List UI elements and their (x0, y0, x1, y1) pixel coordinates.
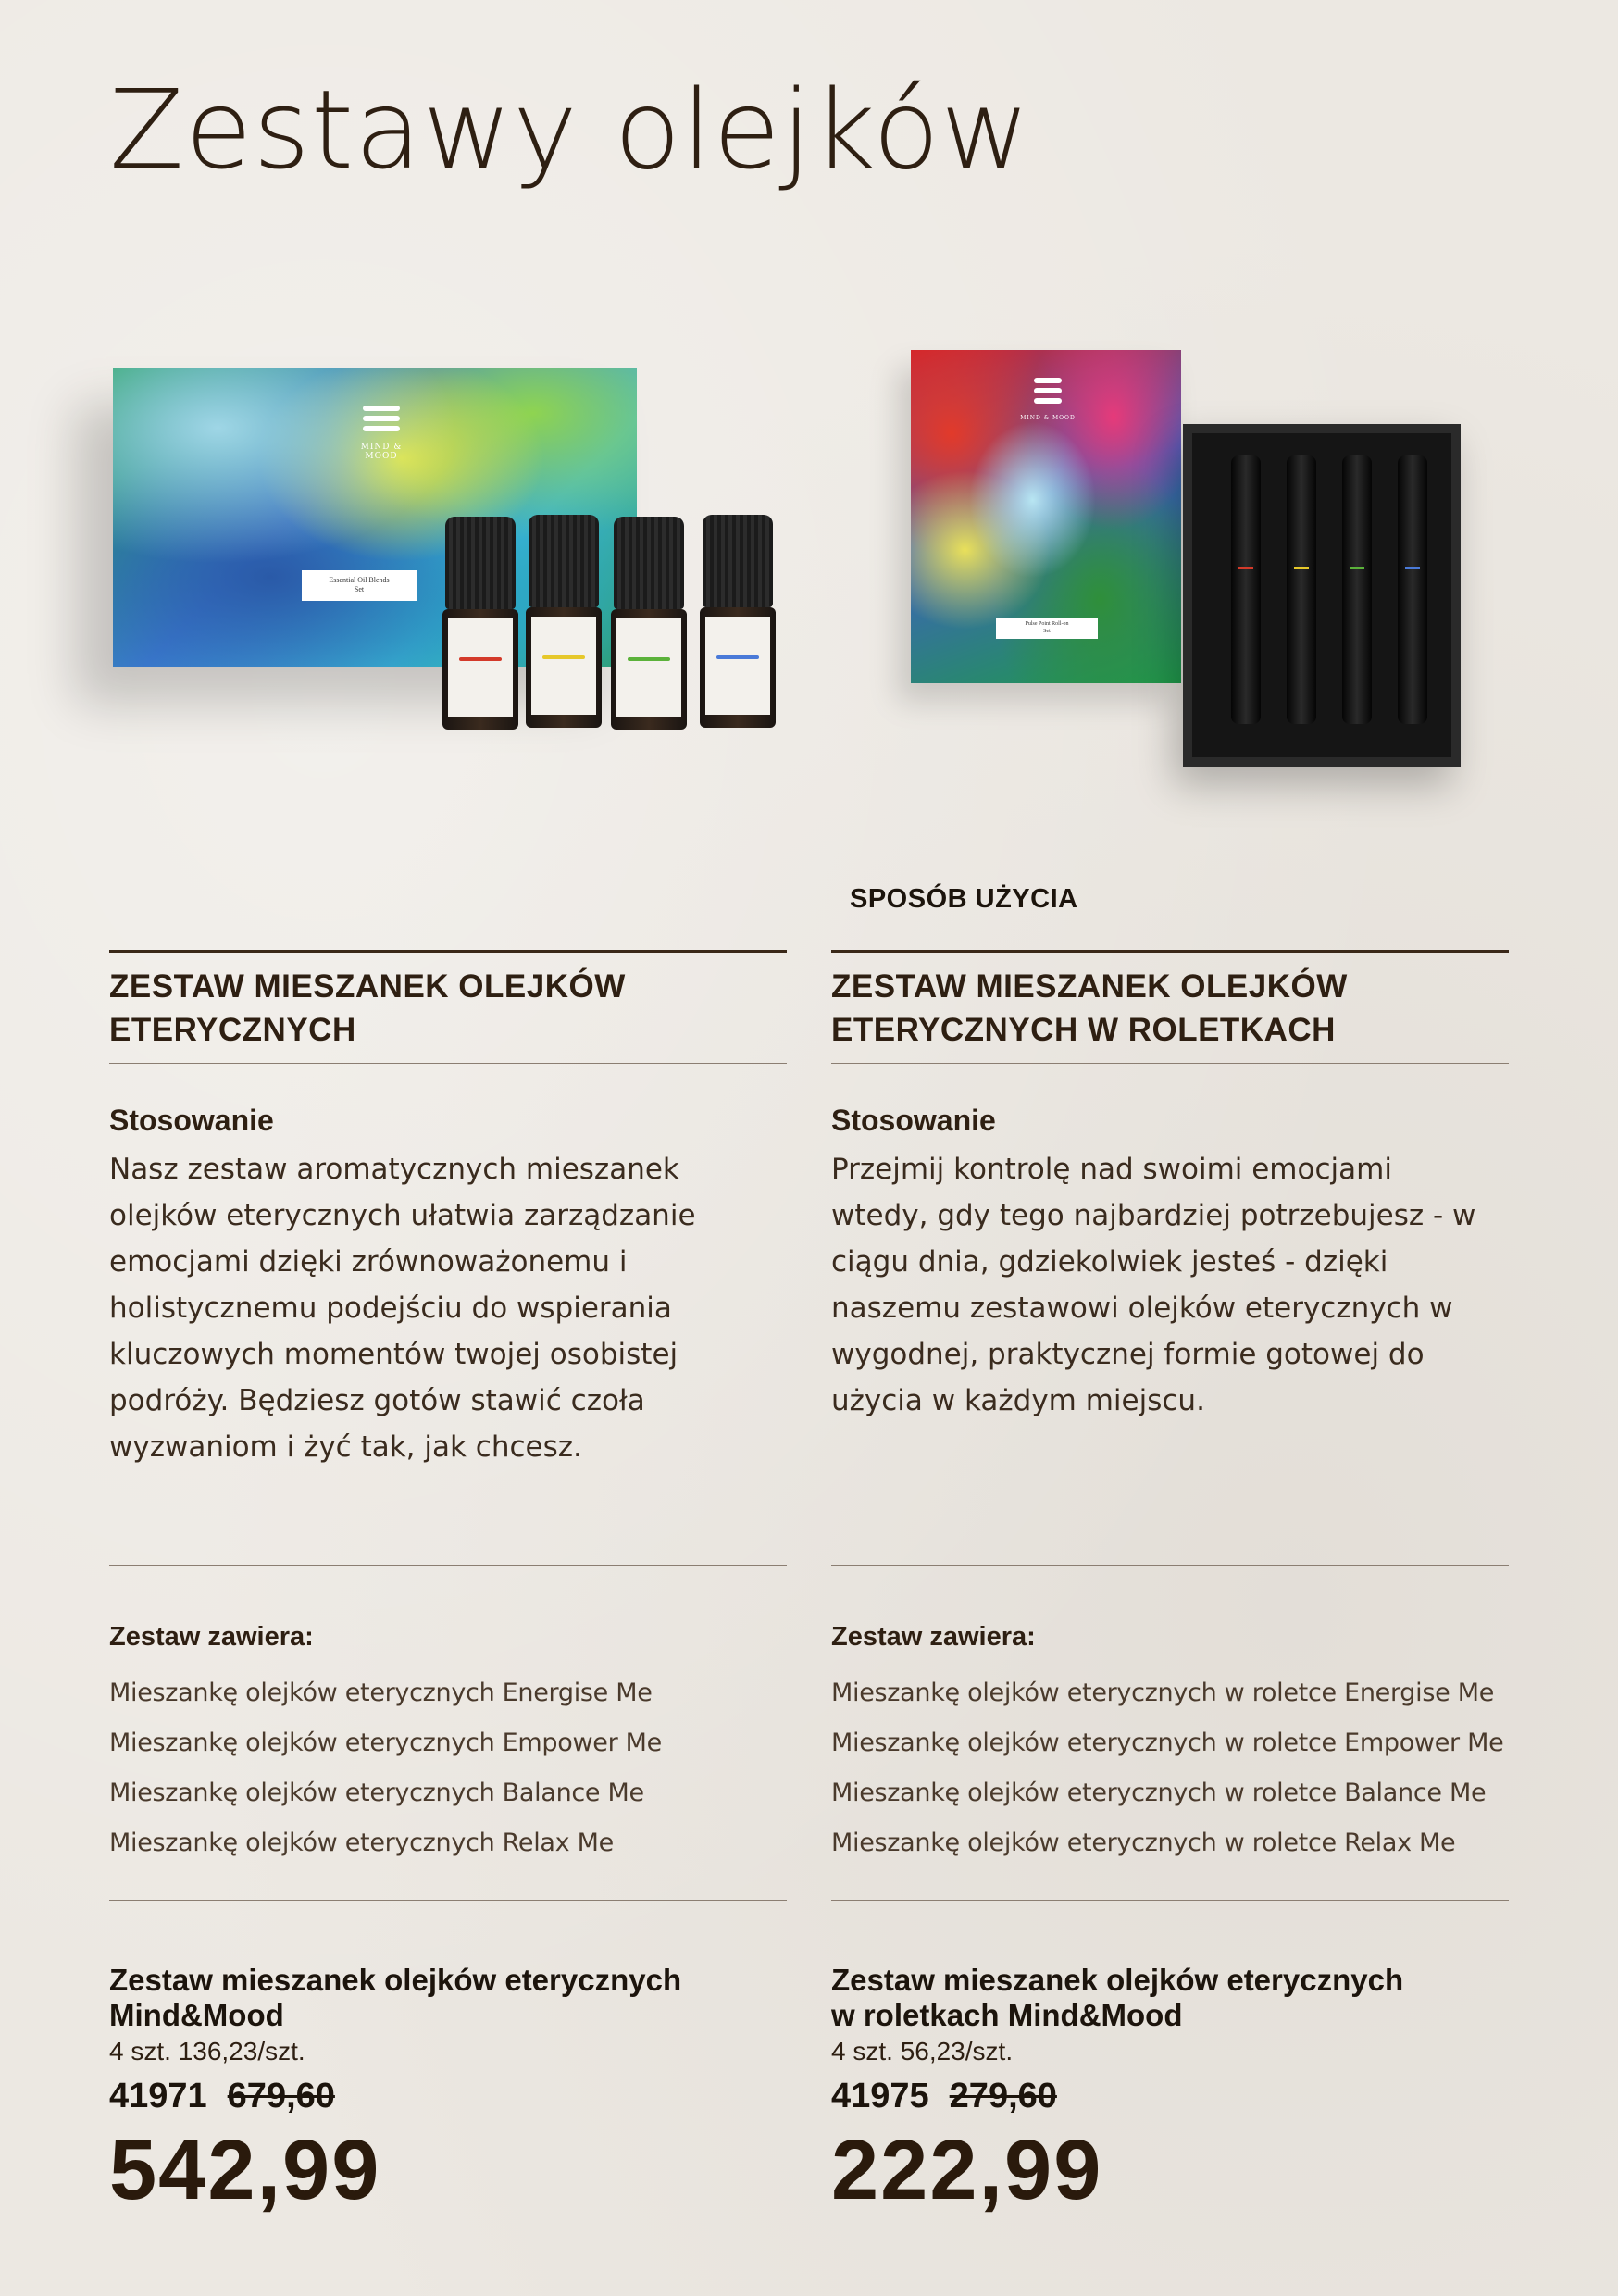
box-label-line1: Essential Oil Blends (329, 576, 390, 584)
list-item: Mieszankę olejków eterycznych Relax Me (109, 1828, 614, 1857)
contains-list (831, 1668, 1503, 1868)
product-name-line1: Zestaw mieszanek olejków eterycznych (831, 1963, 1404, 1997)
box-label-line1: Pulse Point Roll-on (1025, 621, 1069, 627)
usage-text: Nasz zestaw aromatycznych mieszanek olejków eterycznych ułatwia zarządzanie emocjami dzięki zrównoważonemu i holistycznemu podejściu do wspierania kluczowych momentów twojej osobistej podróży. Będziesz gotów stawić czoła wyzwaniom i żyć tak, jak chcesz. (109, 1153, 696, 1464)
divider (831, 1565, 1509, 1566)
product-title-line1: ZESTAW MIESZANEK OLEJKÓW (109, 968, 626, 1004)
unit-price: 4 szt. 56,23/szt. (831, 2037, 1014, 2065)
howto-label: SPOSÓB UŻYCIA (850, 884, 1078, 914)
brand-name: MIND & MOOD (360, 443, 403, 461)
product-column-left (109, 0, 787, 2296)
list-item: Mieszankę olejków eterycznych w roletce Empower Me (831, 1728, 1504, 1757)
product-column-right (831, 0, 1509, 2296)
product-title-line2: ETERYCZNYCH W ROLETKACH (831, 1012, 1336, 1048)
code-row (831, 2077, 1057, 2116)
code-row (109, 2077, 335, 2116)
contains-heading: Zestaw zawiera: (109, 1622, 314, 1652)
divider (831, 950, 1509, 953)
list-item: Mieszankę olejków eterycznych w roletce Energise Me (831, 1678, 1495, 1707)
price: 542,99 (109, 2123, 381, 2217)
product-name-line1: Zestaw mieszanek olejków eterycznych (109, 1963, 682, 1997)
list-item: Mieszankę olejków eterycznych Energise Me (109, 1678, 653, 1707)
divider (109, 950, 787, 953)
old-price: 279,60 (949, 2077, 1057, 2115)
unit-price: 4 szt. 136,23/szt. (109, 2037, 305, 2065)
divider (831, 1900, 1509, 1901)
product-title (831, 965, 1348, 1052)
contains-list (109, 1668, 662, 1868)
brand-name: MIND & MOOD (1020, 415, 1076, 421)
product-title-line1: ZESTAW MIESZANEK OLEJKÓW (831, 968, 1348, 1004)
product-name-line2: w roletkach Mind&Mood (831, 1998, 1183, 2032)
usage-heading: Stosowanie (831, 1104, 996, 1137)
divider (109, 1063, 787, 1064)
page-title: Zestawy olejków (109, 66, 1031, 193)
product-title (109, 965, 626, 1052)
product-name (109, 1963, 681, 2033)
box-label-line2: Set (1043, 628, 1051, 634)
product-code: 41971 (109, 2077, 207, 2115)
box-label-line2: Set (354, 585, 365, 594)
product-title-line2: ETERYCZNYCH (109, 1012, 356, 1048)
list-item: Mieszankę olejków eterycznych Empower Me (109, 1728, 662, 1757)
price: 222,99 (831, 2123, 1103, 2217)
usage-text: Przejmij kontrolę nad swoimi emocjami wtedy, gdy tego najbardziej potrzebujesz - w ciągu dnia, gdziekolwiek jesteś - dzięki naszemu zestawowi olejków eterycznych w wygodnej, praktycznej formie gotowej do użycia w każdym miejscu. (831, 1153, 1476, 1417)
old-price: 679,60 (227, 2077, 335, 2115)
product-code: 41975 (831, 2077, 929, 2115)
divider (109, 1900, 787, 1901)
usage-heading: Stosowanie (109, 1104, 274, 1137)
contains-heading: Zestaw zawiera: (831, 1622, 1036, 1652)
list-item: Mieszankę olejków eterycznych Balance Me (109, 1778, 644, 1807)
product-name (831, 1963, 1403, 2033)
list-item: Mieszankę olejków eterycznych w roletce Balance Me (831, 1778, 1487, 1807)
list-item: Mieszankę olejków eterycznych w roletce Relax Me (831, 1828, 1456, 1857)
product-name-line2: Mind&Mood (109, 1998, 284, 2032)
divider (109, 1565, 787, 1566)
divider (831, 1063, 1509, 1064)
